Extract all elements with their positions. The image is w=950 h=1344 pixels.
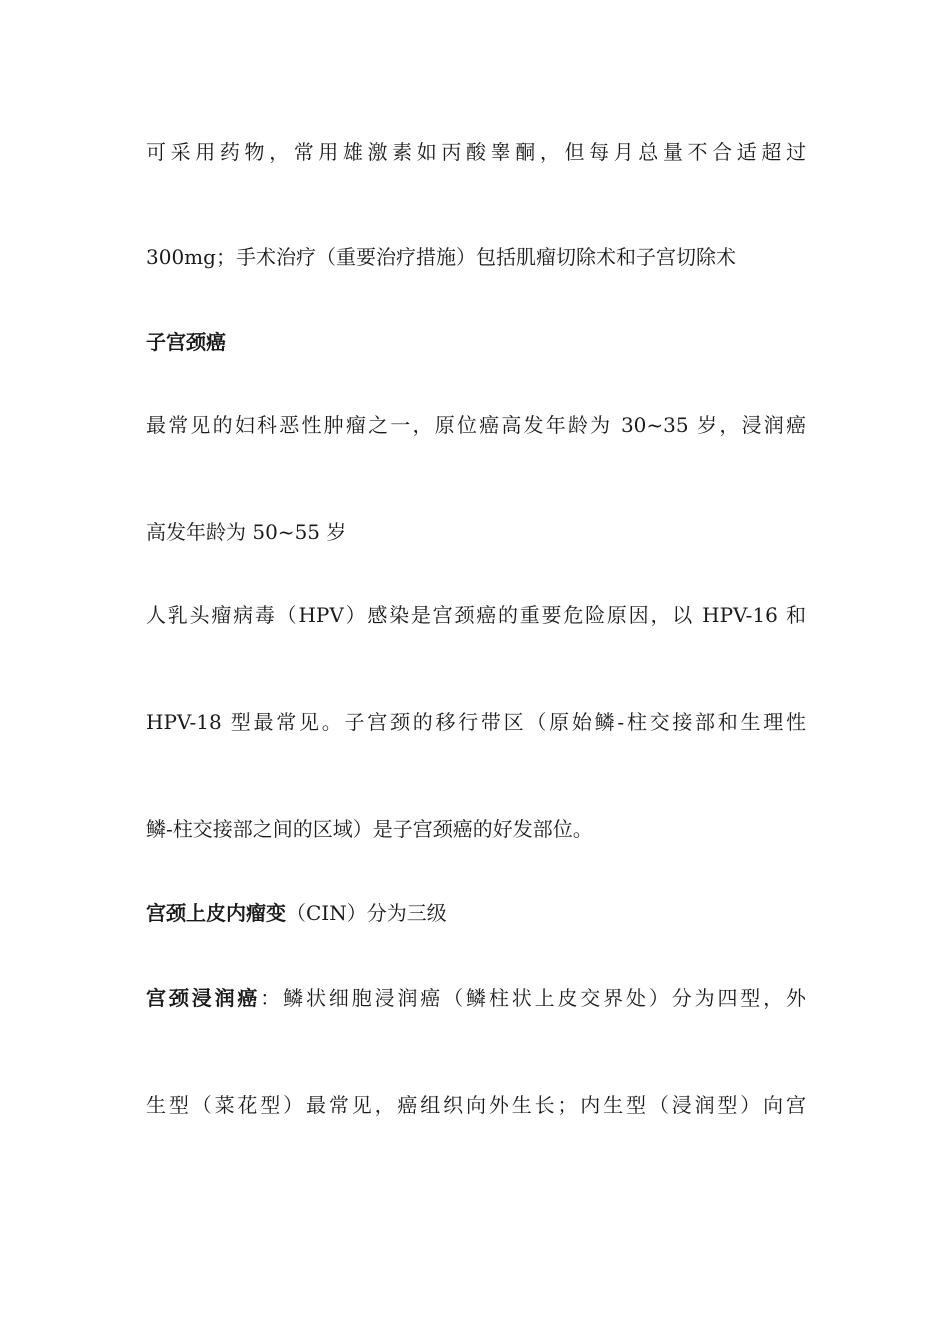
invasive-description: ：鳞状细胞浸润癌（鳞柱状上皮交界处）分为四型，外: [260, 986, 806, 1010]
paragraph-line-4: 高发年龄为 50~55 岁: [146, 520, 347, 544]
cin-line: [146, 899, 806, 927]
paragraph-line-2: 300mg；手术治疗（重要治疗措施）包括肌瘤切除术和子宫切除术: [146, 245, 736, 269]
invasive-term: 宫颈浸润癌: [146, 986, 261, 1010]
paragraph-line-1: 可采用药物，常用雄激素如丙酸睾酮，但每月总量不合适超过: [146, 140, 806, 164]
cin-description: （CIN）分为三级: [286, 901, 447, 925]
paragraph-line-7: 鳞-柱交接部之间的区域）是子宫颈癌的好发部位。: [146, 817, 593, 841]
paragraph-line-3: 最常见的妇科恶性肿瘤之一，原位癌高发年龄为 30~35 岁，浸润癌: [146, 413, 806, 437]
section-heading-cervical-cancer: 子宫颈癌: [146, 330, 226, 354]
invasive-line: [146, 984, 806, 1012]
paragraph-line-5: 人乳头瘤病毒（HPV）感染是宫颈癌的重要危险原因，以 HPV-16 和: [146, 603, 806, 627]
paragraph-line-6: HPV-18 型最常见。子宫颈的移行带区（原始鳞-柱交接部和生理性: [146, 710, 806, 734]
cin-term: 宫颈上皮内瘤变: [146, 901, 286, 925]
paragraph-line-last: 生型（菜花型）最常见，癌组织向外生长；内生型（浸润型）向宫: [146, 1093, 806, 1117]
